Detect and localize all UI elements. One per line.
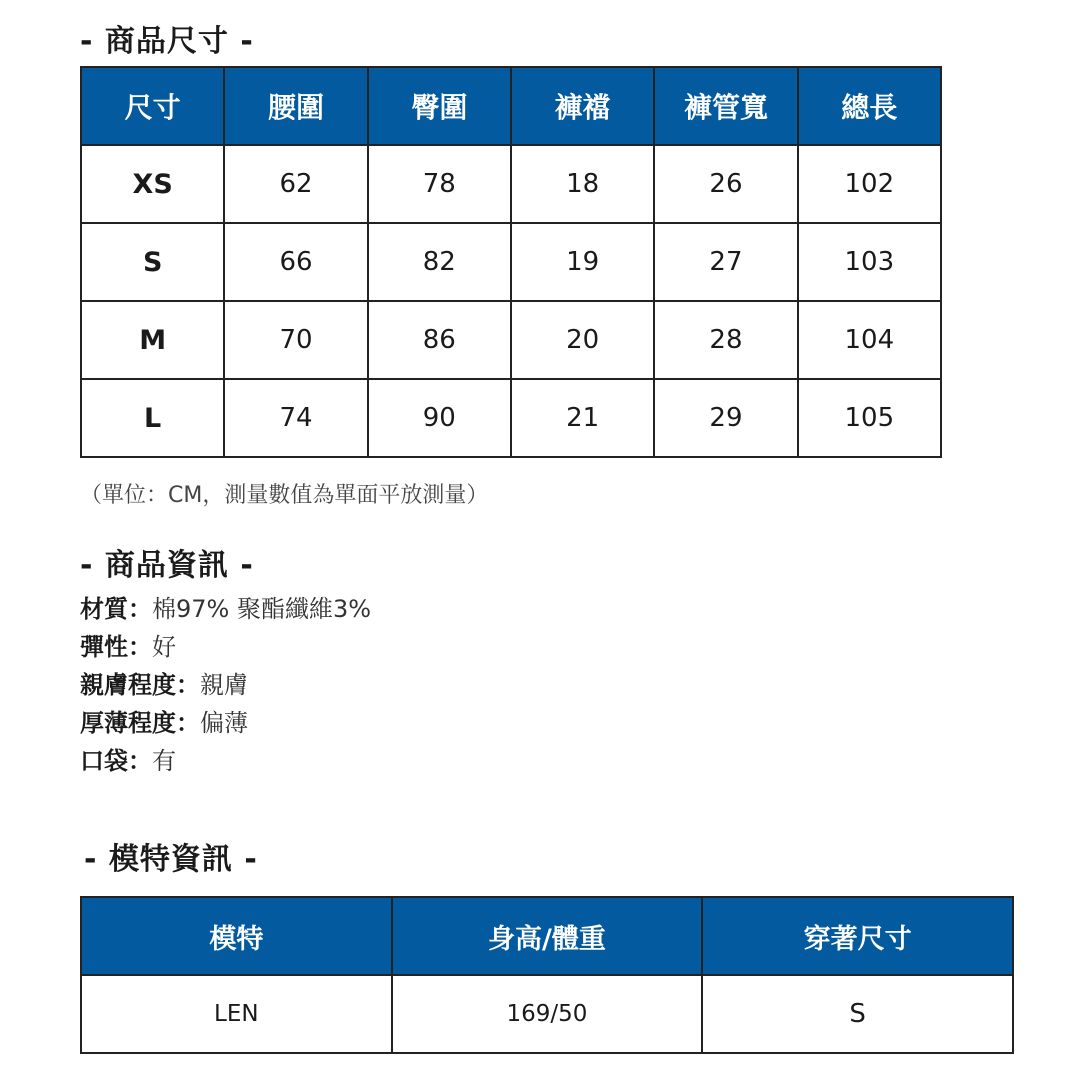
info-label-elasticity: 彈性： (80, 633, 152, 661)
size-table-header-cell: 尺寸 (81, 67, 224, 145)
table-cell: 19 (511, 223, 654, 301)
table-cell: 28 (654, 301, 797, 379)
table-row (81, 301, 941, 379)
unit-note: （單位：CM，測量數值為單面平放測量） (80, 483, 489, 508)
list-item (80, 628, 371, 666)
table-cell: 18 (511, 145, 654, 223)
table-cell: 104 (798, 301, 941, 379)
table-row (81, 145, 941, 223)
size-label-cell: L (81, 379, 224, 457)
table-cell: 103 (798, 223, 941, 301)
table-row (81, 975, 1013, 1053)
info-value-material: 棉97% 聚酯纖維3% (152, 595, 372, 623)
info-value-pocket: 有 (152, 747, 176, 775)
info-value-skin-feel: 親膚 (200, 671, 248, 699)
table-row (81, 379, 941, 457)
info-value-elasticity: 好 (152, 633, 176, 661)
table-cell: 26 (654, 145, 797, 223)
table-cell: 29 (654, 379, 797, 457)
table-cell: 86 (368, 301, 511, 379)
model-height-weight-cell: 169/50 (392, 975, 703, 1053)
table-cell: 74 (224, 379, 367, 457)
model-table-header-cell: 身高/體重 (392, 897, 703, 975)
model-table-header-cell: 穿著尺寸 (702, 897, 1013, 975)
list-item (80, 742, 371, 780)
table-cell: 27 (654, 223, 797, 301)
list-item (80, 666, 371, 704)
table-cell: 105 (798, 379, 941, 457)
table-cell: 20 (511, 301, 654, 379)
model-table (80, 896, 1014, 1054)
size-table-header-row (81, 67, 941, 145)
model-section-title: - 模特資訊 - (84, 842, 258, 877)
model-name-cell: LEN (81, 975, 392, 1053)
size-label-cell: M (81, 301, 224, 379)
info-label-material: 材質： (80, 595, 152, 623)
list-item (80, 590, 371, 628)
model-size-cell: S (702, 975, 1013, 1053)
model-table-header-cell: 模特 (81, 897, 392, 975)
table-cell: 78 (368, 145, 511, 223)
info-list (80, 590, 371, 780)
model-table-header-row (81, 897, 1013, 975)
size-table (80, 66, 942, 458)
table-cell: 82 (368, 223, 511, 301)
table-row (81, 223, 941, 301)
table-cell: 66 (224, 223, 367, 301)
list-item (80, 704, 371, 742)
info-value-thickness: 偏薄 (200, 709, 248, 737)
size-table-header-cell: 總長 (798, 67, 941, 145)
size-label-cell: XS (81, 145, 224, 223)
info-label-thickness: 厚薄程度： (80, 709, 200, 737)
table-cell: 102 (798, 145, 941, 223)
info-label-skin-feel: 親膚程度： (80, 671, 200, 699)
size-table-header-cell: 褲管寬 (654, 67, 797, 145)
table-cell: 90 (368, 379, 511, 457)
size-label-cell: S (81, 223, 224, 301)
size-table-header-cell: 臀圍 (368, 67, 511, 145)
info-label-pocket: 口袋： (80, 747, 152, 775)
table-cell: 70 (224, 301, 367, 379)
info-section-title: - 商品資訊 - (80, 548, 254, 583)
size-table-header-cell: 褲襠 (511, 67, 654, 145)
size-section-title: - 商品尺寸 - (80, 24, 254, 59)
size-table-header-cell: 腰圍 (224, 67, 367, 145)
table-cell: 21 (511, 379, 654, 457)
table-cell: 62 (224, 145, 367, 223)
